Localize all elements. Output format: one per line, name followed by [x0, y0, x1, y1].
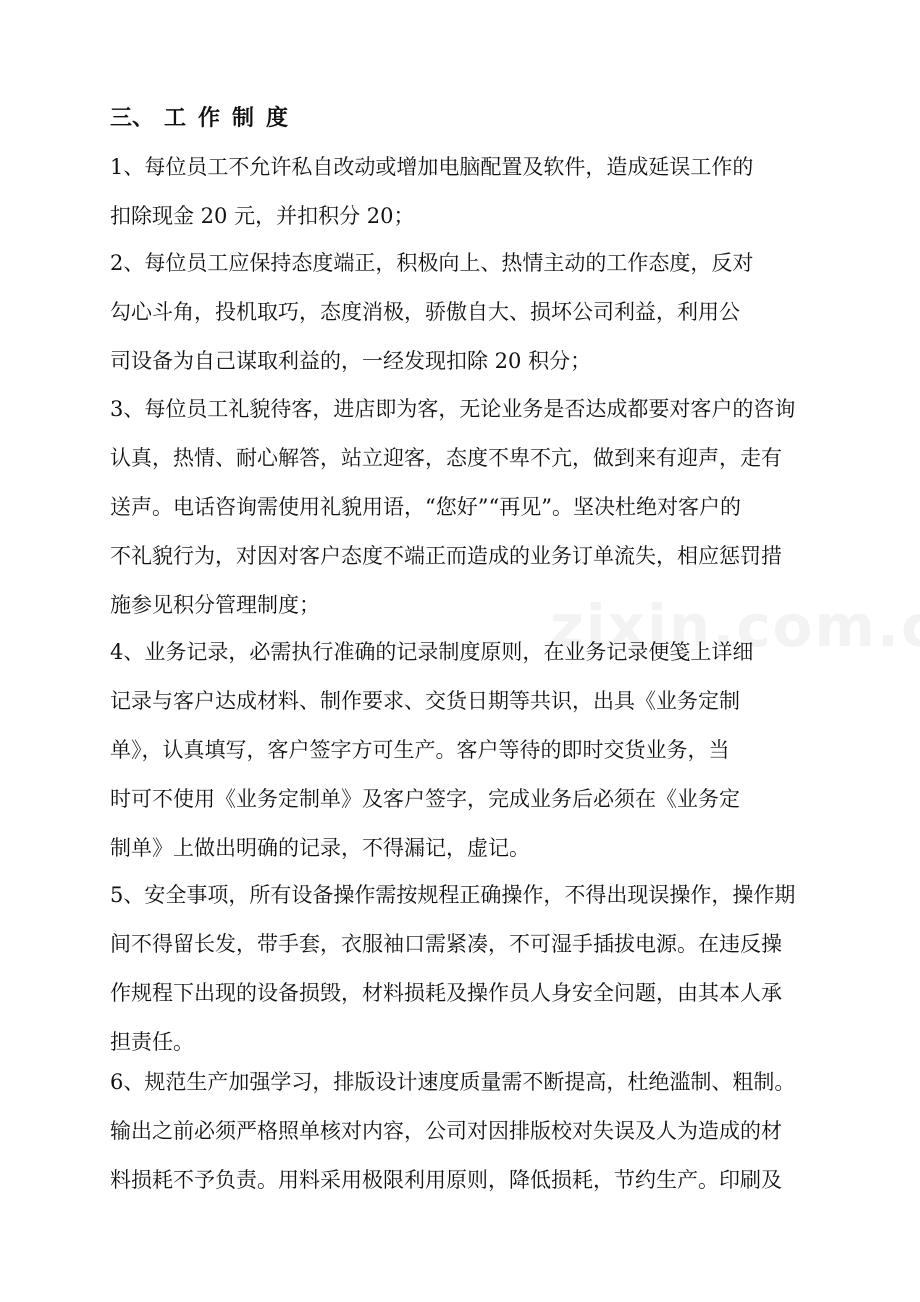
paragraph-line: 认真，热情、耐心解答，站立迎客，态度不卑不亢，做到来有迎声，走有: [110, 446, 782, 470]
rule-paragraph-3: [110, 385, 810, 630]
paragraph-line: 不礼貌行为，对因对客户态度不端正而造成的业务订单流失，相应惩罚措: [110, 544, 782, 568]
paragraph-line: 1、每位员工不允许私自改动或增加电脑配置及软件，造成延误工作的: [110, 155, 754, 179]
rule-paragraph-2: [110, 239, 810, 386]
paragraph-line: 施参见积分管理制度；: [110, 593, 320, 617]
paragraph-line: 输出之前必须严格照单核对内容，公司对因排版校对失误及人为造成的材: [110, 1119, 782, 1143]
paragraph-line: 间不得留长发，带手套，衣服袖口需紧凑，不可湿手插拔电源。在违反操: [110, 932, 782, 956]
paragraph-line: 3、每位员工礼貌待客，进店即为客，无论业务是否达成都要对客户的咨询: [110, 397, 796, 421]
section-number: 三、: [110, 105, 155, 131]
paragraph-line: 扣除现金 20 元，并扣积分 20；: [110, 204, 415, 228]
paragraph-line: 送声。电话咨询需使用礼貌用语，“您好”“再见”。坚决杜绝对客户的: [110, 495, 741, 519]
paragraph-line: 5、安全事项，所有设备操作需按规程正确操作，不得出现误操作，操作期: [110, 883, 796, 907]
paragraph-line: 时可不使用《业务定制单》及客户签字，完成业务后必须在《业务定: [110, 787, 740, 811]
paragraph-line: 单》，认真填写，客户签字方可生产。客户等待的即时交货业务，当: [110, 738, 730, 762]
paragraph-line: 料损耗不予负责。用料采用极限利用原则，降低损耗，节约生产。印刷及: [110, 1168, 782, 1192]
paragraph-line: 4、业务记录，必需执行准确的记录制度原则，在业务记录便笺上详细: [110, 640, 754, 664]
paragraph-line: 2、每位员工应保持态度端正，积极向上、热情主动的工作态度，反对: [110, 251, 754, 275]
section-title: 工作制度: [164, 105, 301, 131]
paragraph-line: 记录与客户达成材料、制作要求、交货日期等共识，出具《业务定制: [110, 689, 740, 713]
paragraph-line: 作规程下出现的设备损毁，材料损耗及操作员人身安全问题，由其本人承: [110, 981, 782, 1005]
paragraph-line: 6、规范生产加强学习，排版设计速度质量需不断提高，杜绝滥制、粗制。: [110, 1070, 796, 1094]
rule-paragraph-5: [110, 871, 810, 1067]
paragraph-line: 制单》上做出明确的记录，不得漏记，虚记。: [110, 836, 530, 860]
section-heading: [110, 98, 300, 138]
rule-paragraph-1: [110, 143, 810, 241]
paragraph-line: 勾心斗角，投机取巧，态度消极，骄傲自大、损坏公司利益，利用公: [110, 300, 740, 324]
paragraph-line: 司设备为自己谋取利益的，一经发现扣除 20 积分；: [110, 349, 592, 373]
rule-paragraph-6: [110, 1058, 810, 1205]
rule-paragraph-4: [110, 628, 810, 873]
paragraph-line: 担责任。: [110, 1030, 194, 1054]
